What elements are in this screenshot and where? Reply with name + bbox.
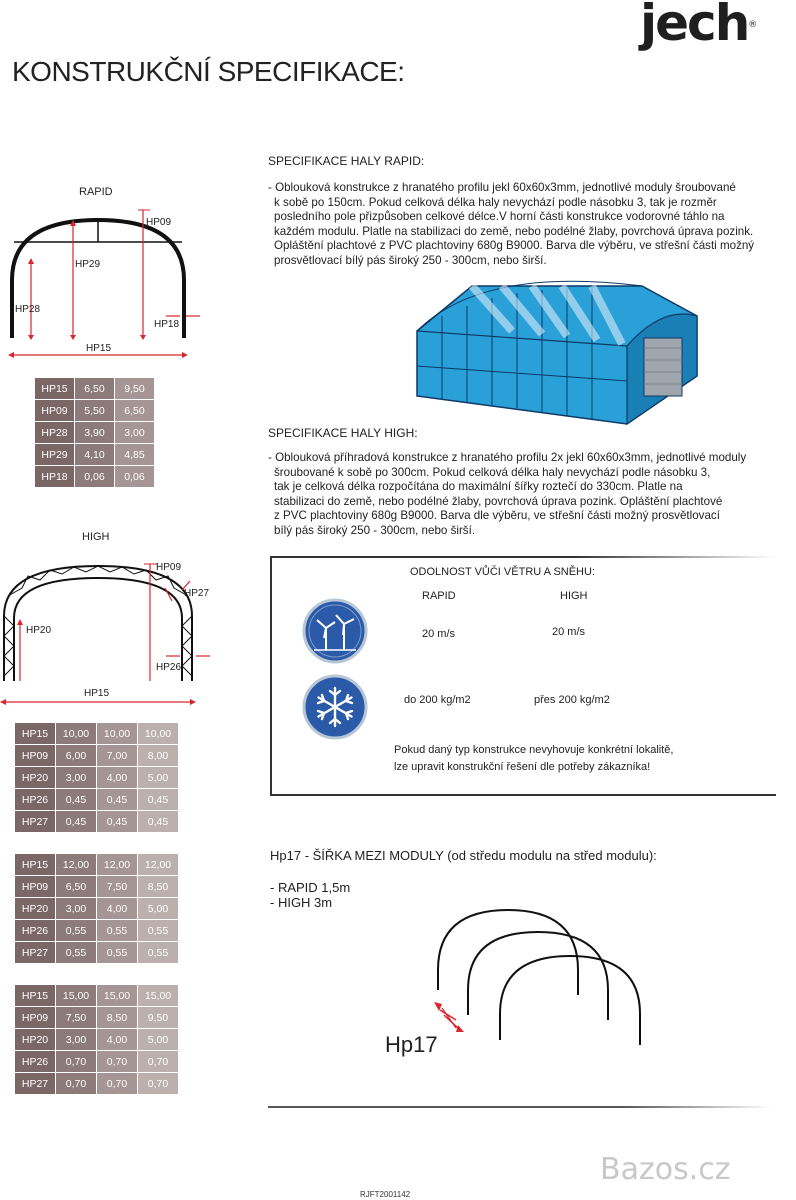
resistance-title: ODOLNOST VŮČI VĚTRU A SNĚHU:	[410, 566, 596, 578]
high-table-12	[14, 853, 179, 964]
snow-rapid-value: do 200 kg/m2	[404, 694, 471, 706]
watermark: Bazos.cz	[600, 1152, 731, 1187]
table-row: HP15 12,00 12,00 12,00	[15, 854, 179, 876]
wind-high-value: 20 m/s	[552, 626, 586, 638]
table-row: HP26 0,45 0,45 0,45	[15, 789, 179, 811]
rapid-label: RAPID	[79, 186, 113, 198]
high-table-15	[14, 984, 179, 1095]
table-row: HP20 3,00 4,00 5,00	[15, 1029, 179, 1051]
hp17-title: Hp17 - ŠÍŘKA MEZI MODULY (od středu modulu na střed modulu):	[270, 848, 657, 863]
high-dim-hp15: HP15	[84, 688, 110, 699]
table-row: HP27 0,55 0,55 0,55	[15, 942, 179, 964]
high-dim-hp26: HP26	[156, 662, 182, 673]
rapid-dim-hp28: HP28	[15, 304, 41, 315]
resistance-note-1: Pokud daný typ konstrukce nevyhovuje konkrétní lokalitě,	[394, 744, 674, 756]
rapid-spec-title: SPECIFIKACE HALY RAPID:	[268, 154, 425, 168]
wind-turbine-icon	[302, 598, 368, 664]
high-dim-hp09: HP09	[156, 562, 182, 573]
resistance-box	[270, 556, 776, 796]
footer-code: RJFT2001142	[360, 1190, 411, 1199]
page-title: KONSTRUKČNÍ SPECIFIKACE:	[12, 56, 405, 87]
snow-high-value: přes 200 kg/m2	[534, 694, 610, 706]
table-row: HP26 0,70 0,70 0,70	[15, 1051, 179, 1073]
hp17-list: - RAPID 1,5m - HIGH 3m	[270, 880, 351, 910]
table-row: HP28 3,90 3,00	[35, 422, 155, 444]
rapid-dim-hp29: HP29	[75, 259, 101, 270]
hall-illustration	[412, 276, 712, 426]
snowflake-icon	[302, 674, 368, 740]
rapid-spec-text: - Oblouková konstrukce z hranatého profilu jekl 60x60x3mm, jednotlivé moduly šroubované k sobě po 150cm. Pokud celková délka haly nevychází podle násobku 3, tak je rozměr posledního pole přizpůsoben celkové délce.V horní části konstrukce vodorovné táhlo na každém modulu. Platle na stabilizaci do země, nebo podélné žlaby, povrchová úprava pozink. Opláštění plachtové z PVC plachtoviny 680g B9000. Barva dle výběru, ve střešní části možný prosvětlovací bílý pás široký 250 - 300cm, nebo širší.	[268, 181, 755, 267]
resistance-col-rapid: RAPID	[422, 590, 456, 602]
high-dim-hp20: HP20	[26, 625, 52, 636]
resistance-note-2: lze upravit konstrukční řešení dle potřeby zákazníka!	[394, 761, 651, 773]
table-row: HP20 3,00 4,00 5,00	[15, 767, 179, 789]
table-row: HP29 4,10 4,85	[35, 444, 155, 466]
rapid-table	[34, 377, 155, 488]
table-row: HP20 3,00 4,00 5,00	[15, 898, 179, 920]
table-row: HP18 0,06 0,06	[35, 466, 155, 488]
high-label: HIGH	[82, 531, 110, 543]
table-row: HP15 6,50 9,50	[35, 378, 155, 400]
table-row: HP27 0,70 0,70 0,70	[15, 1073, 179, 1095]
hp17-label: Hp17	[385, 1032, 438, 1057]
table-row: HP09 6,00 7,00 8,00	[15, 745, 179, 767]
table-row: HP09 7,50 8,50 9,50	[15, 1007, 179, 1029]
rapid-dim-hp18: HP18	[154, 319, 180, 330]
table-row: HP09 6,50 7,50 8,50	[15, 876, 179, 898]
high-diagram	[0, 546, 230, 706]
rapid-dim-hp15: HP15	[86, 343, 112, 354]
high-spec-text: - Oblouková příhradová konstrukce z hranatého profilu 2x jekl 60x60x3mm, jednotlivé moduly šroubované k sobě po 300cm. Pokud celková délka haly nevychází podle násobku 3, tak je celková délka rozpočítána do maximální šířky roztečí do 330cm. Platle na stabilizaci do země, nebo podélné žlaby, povrchová úprava pozink. Opláštění plachtové z PVC plachtoviny 680g B9000. Barva dle výběru, ve střešní části možný prosvětlovací bílý pás široký 250 - 300cm, nebo širší.	[268, 451, 747, 537]
hp17-diagram	[420, 880, 660, 1060]
resistance-col-high: HIGH	[560, 590, 588, 602]
section-divider	[268, 1106, 772, 1108]
high-dim-hp27: HP27	[184, 588, 210, 599]
table-row: HP26 0,55 0,55 0,55	[15, 920, 179, 942]
wind-rapid-value: 20 m/s	[422, 628, 456, 640]
rapid-diagram	[0, 200, 220, 365]
table-row: HP15 15,00 15,00 15,00	[15, 985, 179, 1007]
high-table-10	[14, 722, 179, 833]
table-row: HP09 5,50 6,50	[35, 400, 155, 422]
brand-logo: jech®	[640, 0, 758, 52]
table-row: HP27 0,45 0,45 0,45	[15, 811, 179, 833]
table-row: HP15 10,00 10,00 10,00	[15, 723, 179, 745]
rapid-dim-hp09: HP09	[146, 217, 172, 228]
high-spec-title: SPECIFIKACE HALY HIGH:	[268, 426, 418, 440]
